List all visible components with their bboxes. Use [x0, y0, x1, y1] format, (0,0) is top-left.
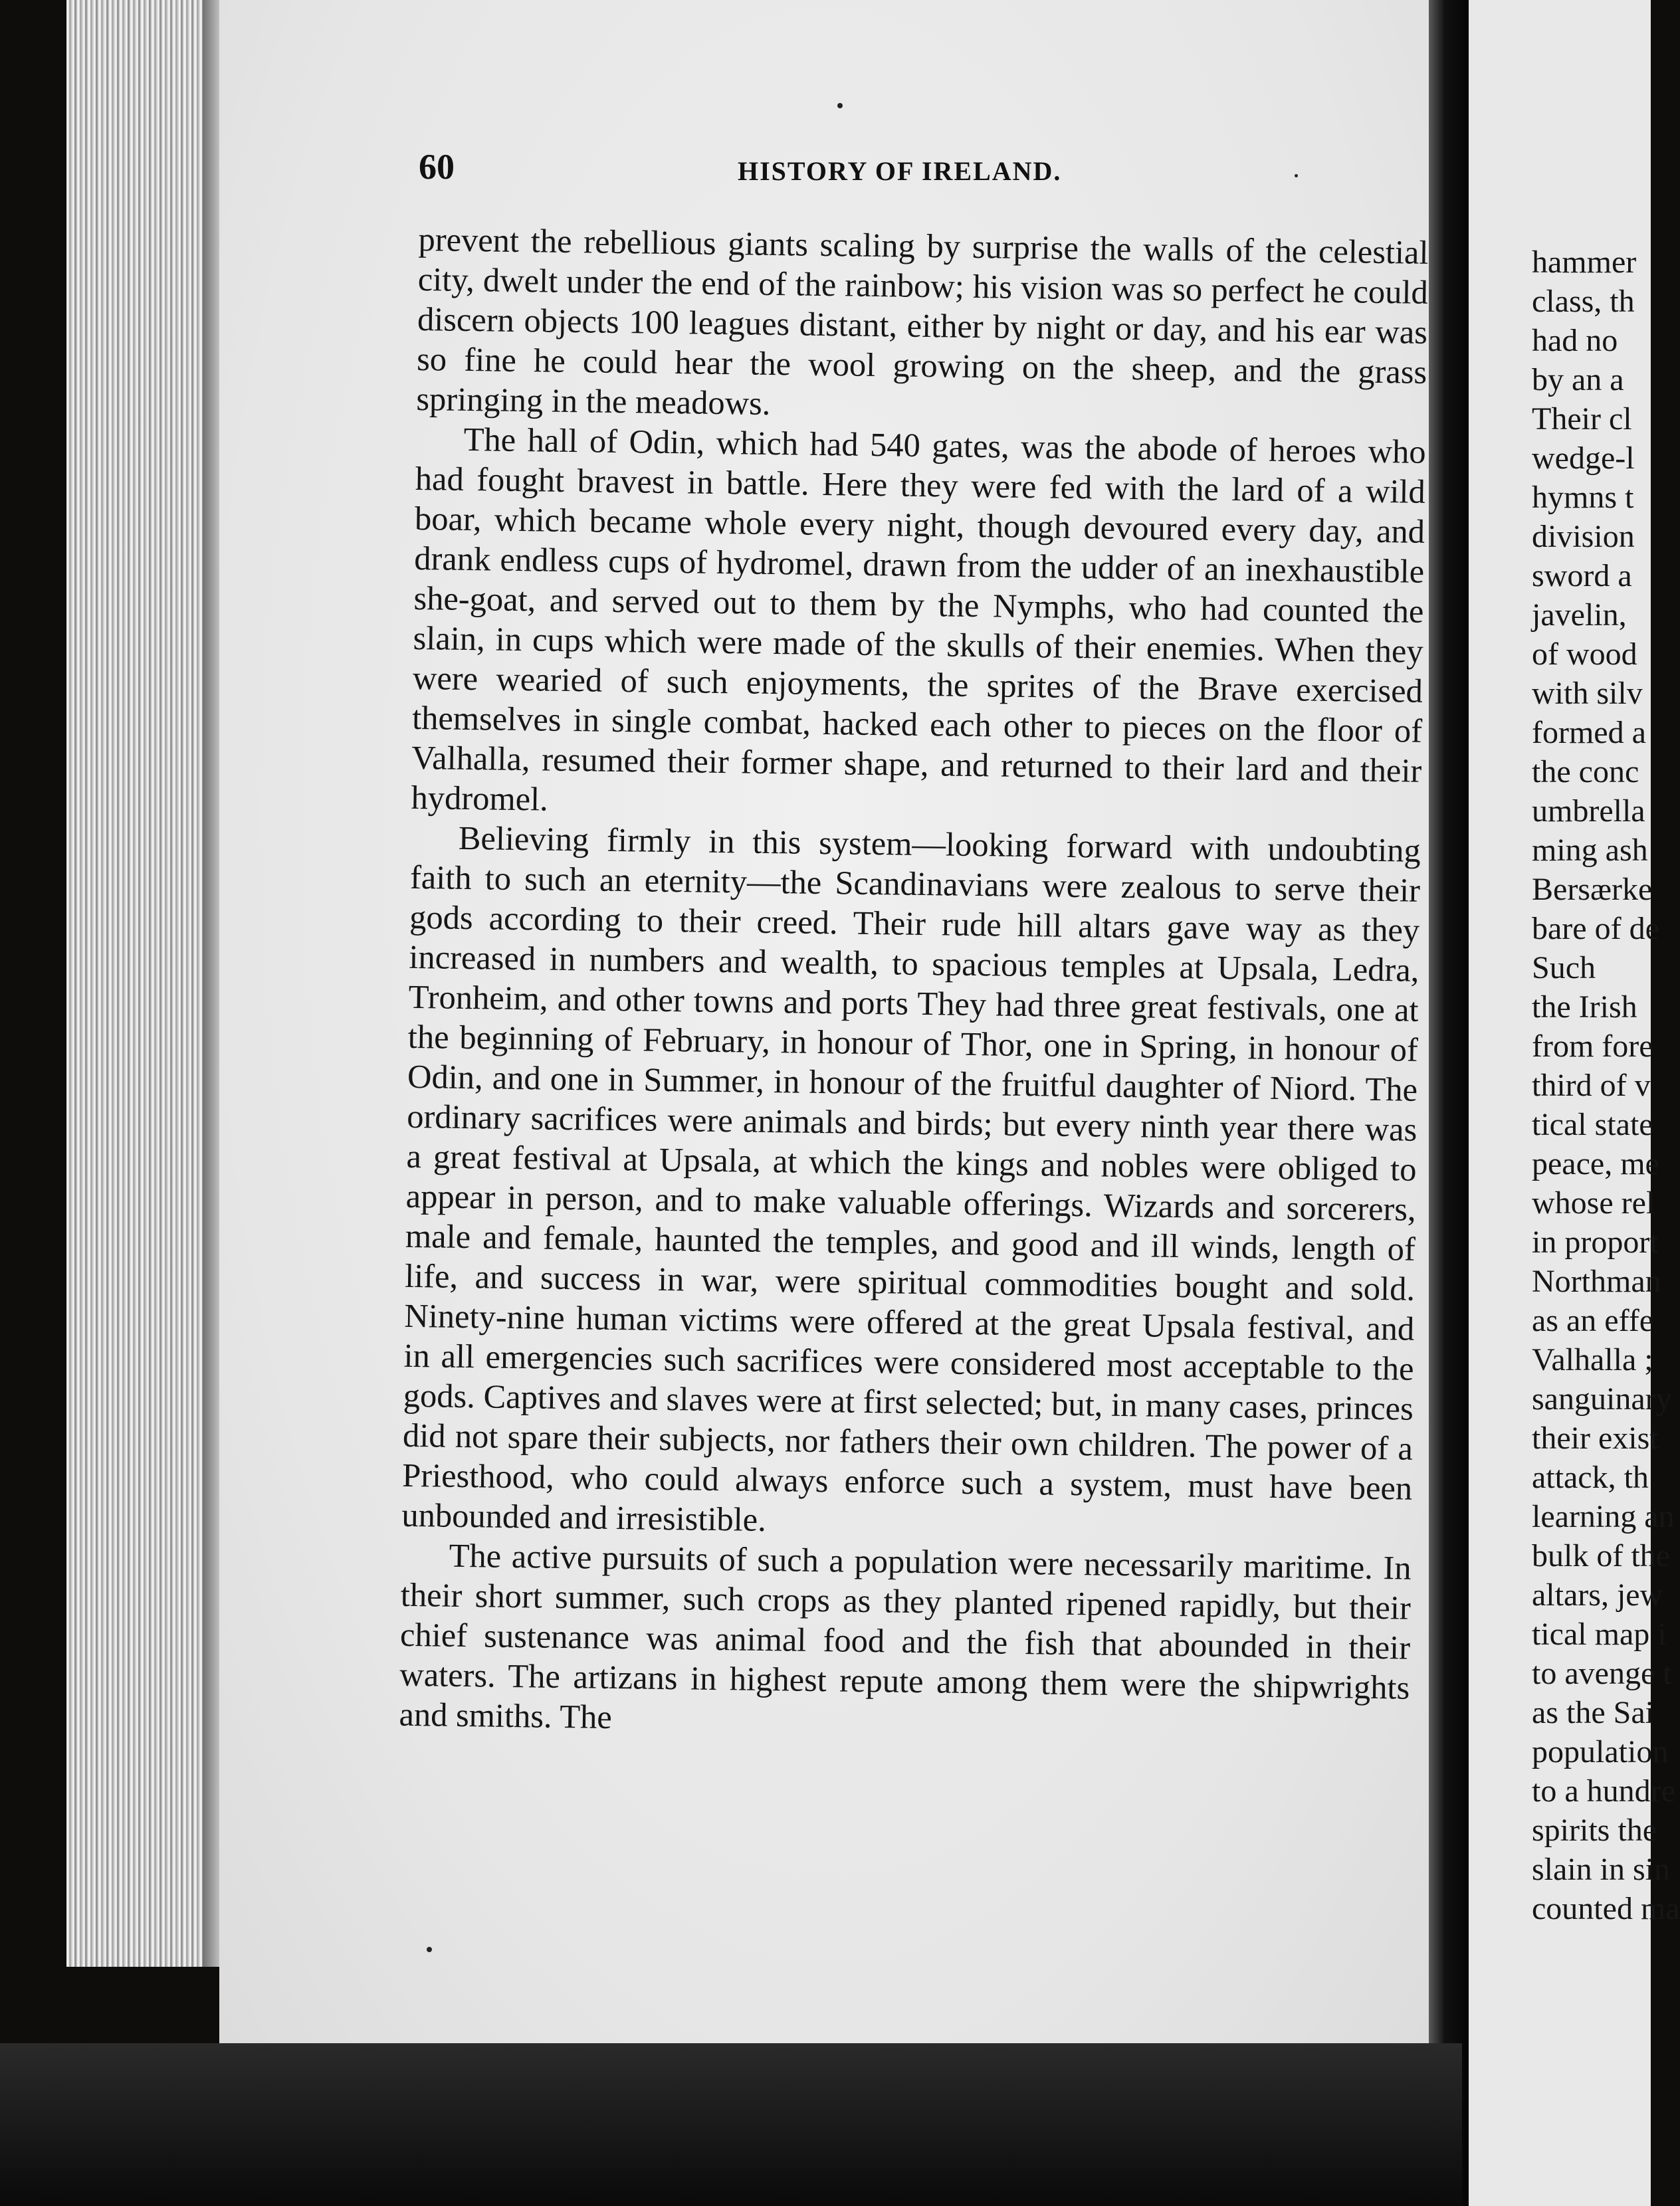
- adjacent-line: division: [1532, 519, 1635, 554]
- adjacent-line: by an a: [1532, 362, 1624, 397]
- adjacent-line: slain in sin: [1532, 1852, 1671, 1887]
- paragraph: prevent the rebellious giants scaling by surprise the walls of the celestial city, dwelt under the end of the rainbow; his vision was so perfect he could discern objects 100 leagues distant, either by night or day, and his ear was so fine he could hear the wool growing on the sheep, and the grass springing in the meadows.: [416, 220, 1429, 422]
- paragraph: The active pursuits of such a population were necessarily maritime. In their short summer, such crops as they planted ripened rapidly, but their chief sustenance was animal food and the fish that abounded in their waters. The artizans in highest repute among them were the shipwrights and smiths. The: [399, 1536, 1412, 1736]
- adjacent-line: from fore: [1532, 1029, 1653, 1064]
- adjacent-line: Their cl: [1532, 401, 1632, 437]
- ink-speck: [837, 103, 843, 108]
- adjacent-line: of wood: [1532, 637, 1637, 672]
- adjacent-line: as the Sai: [1532, 1695, 1654, 1730]
- adjacent-line: attack, th: [1532, 1460, 1649, 1495]
- adjacent-line: peace, me: [1532, 1146, 1659, 1181]
- adjacent-line: whose rel: [1532, 1185, 1655, 1221]
- scan-background: [0, 2043, 1462, 2206]
- adjacent-line: tical map i: [1532, 1617, 1667, 1652]
- adjacent-line: spirits the: [1532, 1813, 1657, 1848]
- adjacent-line: to a hundre: [1532, 1773, 1675, 1809]
- adjacent-line: as an effe: [1532, 1303, 1653, 1338]
- book-gutter: [1429, 0, 1469, 2206]
- adjacent-line: sword a: [1532, 558, 1632, 593]
- adjacent-line: in proport: [1532, 1225, 1659, 1260]
- adjacent-line: the conc: [1532, 754, 1639, 789]
- paragraph: Believing firmly in this system—looking forward with undoubting faith to such an eternity—the Scandinavians were zealous to serve their gods according to their creed. Their rude hill altars gave way as they increased in numbers and wealth, to spacious temples at Upsala, Ledra, Tronheim, and other towns and ports They had three great festivals, one at the beginning of February, in honour of Thor, one in Spring, in honour of Odin, and one in Summer, in honour of the fruitful daughter of Niord. The ordinary sacrifices were animals and birds; but every ninth year there was a great festival at Upsala, at which the kings and nobles were obliged to appear in person, and to make valuable offerings. Wizards and sorcerers, male and female, haunted the temples, and good and ill winds, length of life, and success in war, were spiritual commodities bought and sold. Ninety-nine human victims were offered at the great Upsala festival, and in all emergencies such sacrifices were considered most acceptable to the gods. Captives and slaves were at first selected; but, in many cases, princes did not spare their subjects, nor fathers their own children. The power of a Priesthood, who could always enforce such a system, must have been unbounded and irresistible.: [401, 819, 1421, 1539]
- running-title: HISTORY OF IRELAND.: [738, 156, 1062, 186]
- page-number: 60: [419, 147, 455, 187]
- adjacent-line: to avenge t: [1532, 1656, 1672, 1691]
- adjacent-line: altars, jew: [1532, 1577, 1663, 1613]
- adjacent-line: Bersærke: [1532, 872, 1653, 907]
- adjacent-page-text: [1532, 243, 1680, 1928]
- adjacent-line: class, th: [1532, 284, 1635, 319]
- adjacent-line: their exist: [1532, 1421, 1659, 1456]
- ink-speck: [1295, 174, 1298, 177]
- adjacent-line: wedge-l: [1532, 441, 1635, 476]
- paragraph: The hall of Odin, which had 540 gates, was the abode of heroes who had fought bravest in battle. Here they were fed with the lard of a wild boar, which became whole every night, though devoured every day, and drank endless cups of hydromel, drawn from the udder of an inexhaustible she-goat, and served out to them by the Nymphs, who had counted the slain, in cups which were made of the skulls of their enemies. When they were wearied of such enjoyments, the sprites of the Brave exercised themselves in single combat, hacked each other to pieces on the floor of Valhalla, resumed their former shape, and returned to their lard and their hydromel.: [411, 420, 1426, 818]
- adjacent-line: population: [1532, 1734, 1669, 1769]
- body-text: [399, 219, 1429, 1748]
- adjacent-line: Valhalla ;: [1532, 1342, 1653, 1377]
- adjacent-line: tical state: [1532, 1107, 1653, 1142]
- adjacent-line: javelin,: [1532, 597, 1627, 633]
- adjacent-line: Northman: [1532, 1264, 1661, 1299]
- adjacent-line: ming ash: [1532, 833, 1648, 868]
- adjacent-line: hammer: [1532, 245, 1637, 280]
- running-head: [419, 146, 1442, 199]
- ink-speck: [427, 1947, 432, 1952]
- adjacent-line: hymns t: [1532, 480, 1634, 515]
- adjacent-line: the Irish: [1532, 989, 1637, 1025]
- adjacent-line: had no: [1532, 323, 1618, 358]
- adjacent-line: Such: [1532, 950, 1596, 985]
- page-edges: [66, 0, 219, 1967]
- adjacent-line: bulk of the: [1532, 1538, 1670, 1573]
- adjacent-line: bare of de: [1532, 911, 1659, 946]
- adjacent-line: umbrella: [1532, 793, 1645, 829]
- adjacent-line: counted ma: [1532, 1891, 1680, 1926]
- adjacent-line: sanguinary: [1532, 1381, 1672, 1417]
- adjacent-line: third of v: [1532, 1068, 1651, 1103]
- adjacent-line: learning an: [1532, 1499, 1675, 1534]
- adjacent-line: with silv: [1532, 676, 1643, 711]
- adjacent-line: formed a: [1532, 715, 1646, 750]
